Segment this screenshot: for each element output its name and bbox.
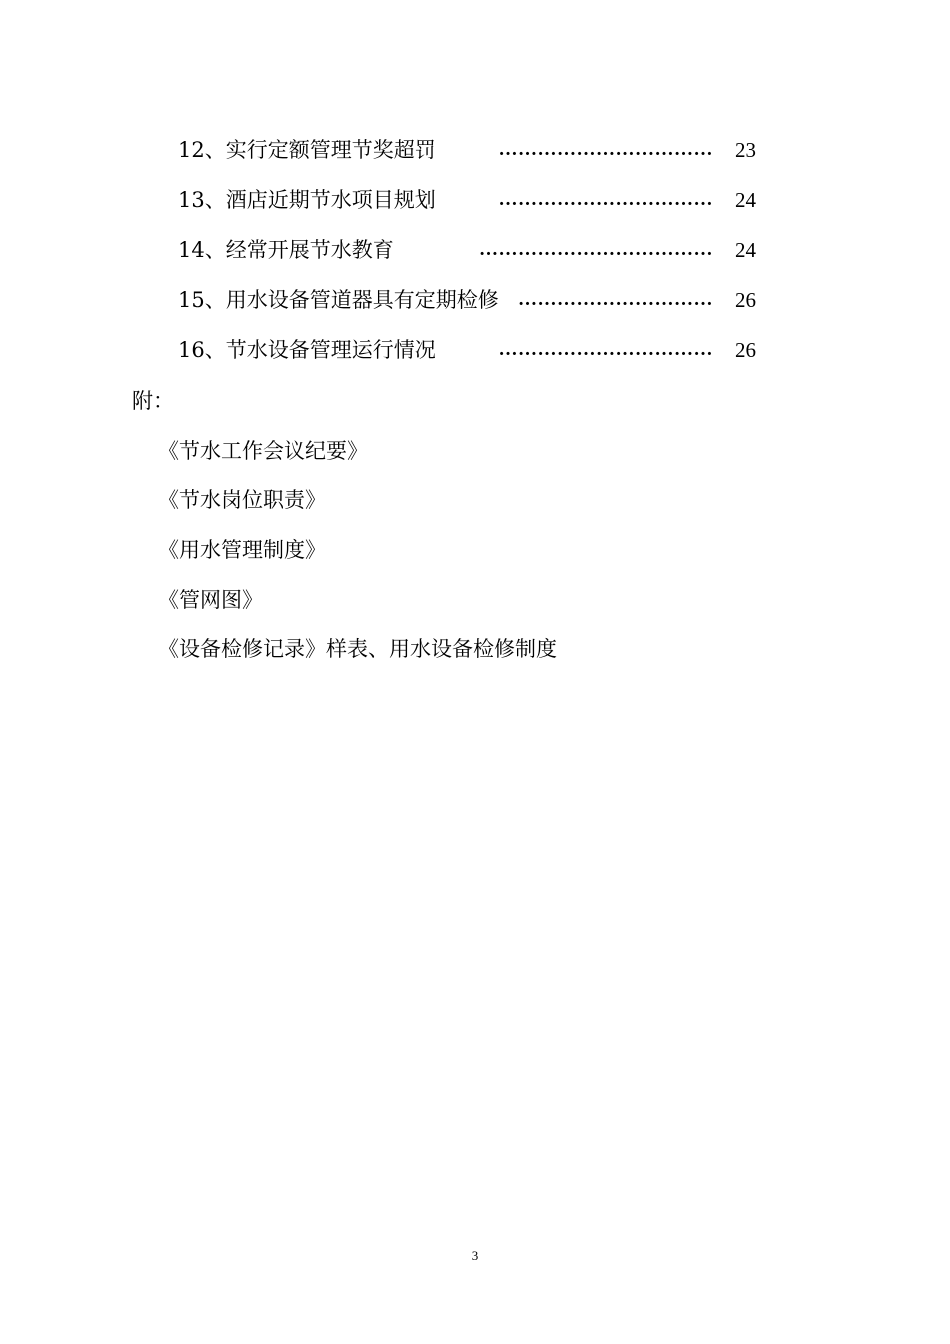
- appendix-item: 《节水工作会议纪要》: [158, 439, 368, 463]
- toc-entry-leader-dots: ………………………………: [479, 239, 713, 260]
- toc-entry-page-number: 23: [735, 138, 756, 162]
- toc-entry-leader-dots: ……………………………: [498, 139, 713, 160]
- appendix-item: 《节水岗位职责》: [158, 488, 326, 512]
- appendix-heading: 附：: [132, 389, 174, 413]
- toc-entry-title: 16、节水设备管理运行情况: [178, 338, 436, 362]
- toc-entry-title: 12、实行定额管理节奖超罚: [178, 138, 436, 162]
- toc-entry-page-number: 26: [735, 338, 756, 362]
- toc-entry-page-number: 24: [735, 188, 756, 212]
- toc-entry: [0, 330, 950, 370]
- toc-entry: [0, 280, 950, 320]
- toc-entry-leader-dots: …………………………: [518, 289, 713, 310]
- toc-entry-title: 13、酒店近期节水项目规划: [178, 188, 436, 212]
- toc-entry-leader-dots: ……………………………: [498, 189, 713, 210]
- page-number: 3: [471, 1248, 479, 1263]
- toc-entry: [0, 230, 950, 270]
- toc-entry: [0, 130, 950, 170]
- appendix-item: 《设备检修记录》样表、用水设备检修制度: [158, 637, 557, 661]
- appendix-item: 《管网图》: [158, 588, 263, 612]
- toc-entry-title: 14、经常开展节水教育: [178, 238, 394, 262]
- appendix-item: 《用水管理制度》: [158, 538, 326, 562]
- toc-entry-leader-dots: ……………………………: [498, 339, 713, 360]
- toc-entry-page-number: 26: [735, 288, 756, 312]
- toc-entry-page-number: 24: [735, 238, 756, 262]
- toc-entry: [0, 180, 950, 220]
- toc-entry-title: 15、用水设备管道器具有定期检修: [178, 288, 499, 312]
